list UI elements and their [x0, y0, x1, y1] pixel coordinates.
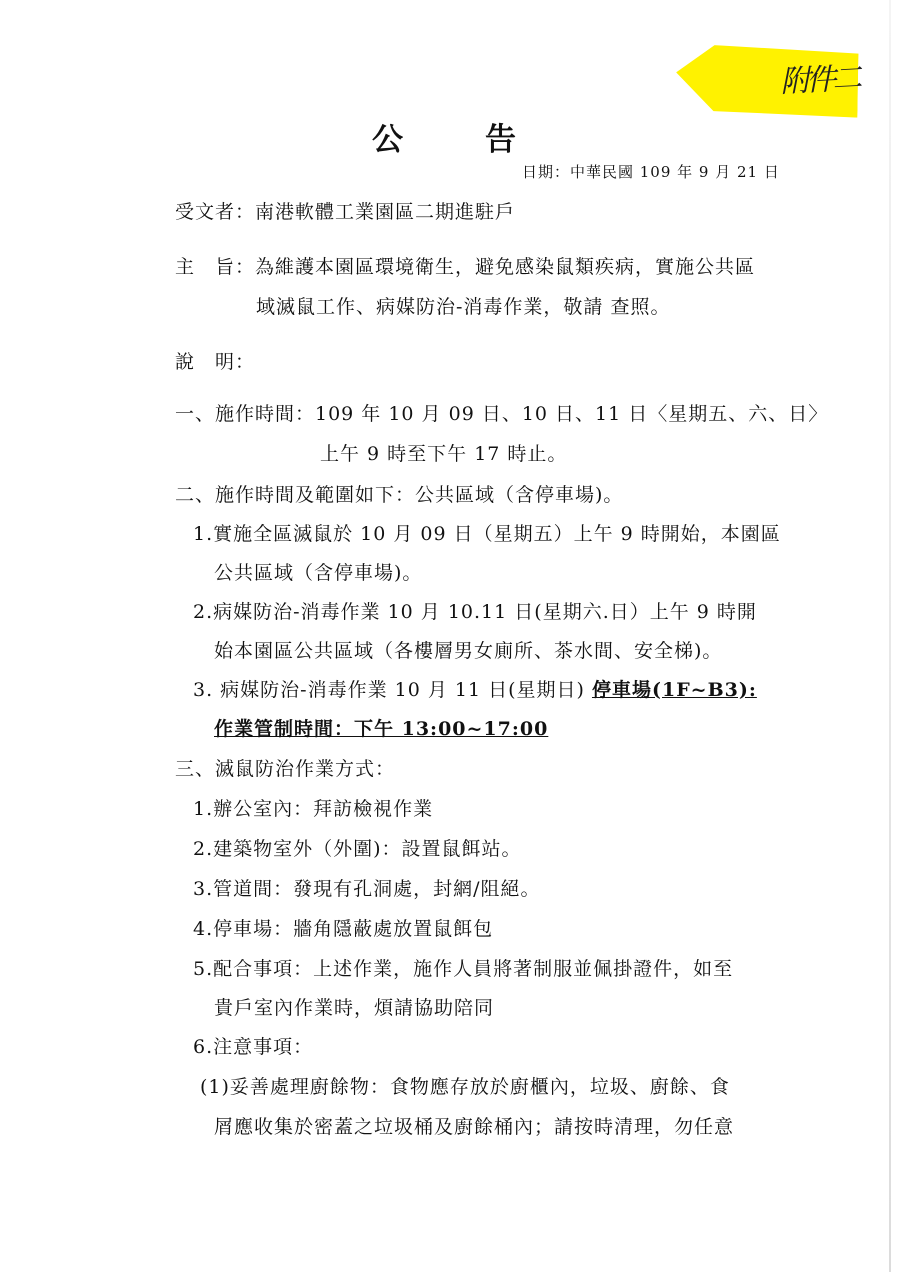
section3-sub1-line-2: 屑應收集於密蓋之垃圾桶及廚餘桶內；請按時清理，勿任意 — [214, 1116, 735, 1138]
sticky-tab-label — [675, 44, 858, 117]
section3-item2: 2.建築物室外（外圍)：設置鼠餌站。 — [193, 838, 522, 860]
section3-item5-line-1: 5.配合事項：上述作業，施作人員將著制服並佩掛證件，如至 — [193, 958, 734, 980]
explanation-label: 說 明： — [175, 351, 256, 373]
section3-item3: 3.管道間：發現有孔洞處，封網/阻絕。 — [193, 878, 541, 900]
section1-line-2: 上午 9 時至下午 17 時止。 — [320, 443, 568, 465]
section2-item1-line-1: 1.實施全區滅鼠於 10 月 09 日（星期五）上午 9 時開始，本園區 — [193, 523, 781, 545]
section2-item3-parking: 停車場(1F~B3): — [591, 679, 757, 701]
subject-line-1: 主 旨：為維護本園區環境衛生，避免感染鼠類疾病，實施公共區 — [175, 256, 756, 278]
section3-item5-line-2: 貴戶室內作業時，煩請協助陪同 — [214, 997, 495, 1019]
section2-item2-line-2: 始本園區公共區域（各樓層男女廁所、茶水間、安全梯)。 — [214, 640, 723, 662]
page-title: 公告 — [372, 122, 598, 158]
section2-item2-line-1: 2.病媒防治-消毒作業 10 月 10.11 日(星期六.日）上午 9 時開 — [193, 601, 757, 623]
subject-line-2: 域滅鼠工作、病媒防治-消毒作業，敬請 查照。 — [256, 296, 671, 318]
section3-item4: 4.停車場：牆角隱蔽處放置鼠餌包 — [193, 918, 494, 940]
section2-item3-prefix: 3. 病媒防治-消毒作業 10 月 11 日(星期日) — [193, 679, 585, 701]
announcement-date: 日期：中華民國 109 年 9 月 21 日 — [522, 163, 780, 181]
section3-sub1-line-1: (1)妥善處理廚餘物：食物應存放於廚櫃內，垃圾、廚餘、食 — [200, 1076, 730, 1098]
section2-item3-line-1 — [193, 678, 757, 702]
section2-item1-line-2: 公共區域（含停車場)。 — [214, 562, 423, 584]
section3-item1: 1.辦公室內：拜訪檢視作業 — [193, 798, 434, 820]
page-edge — [889, 0, 891, 1272]
attachment-label: 附件二 — [779, 60, 860, 100]
recipient-line: 受文者：南港軟體工業園區二期進駐戶 — [175, 201, 516, 223]
section2-heading: 二、施作時間及範圍如下：公共區域（含停車場)。 — [175, 484, 624, 506]
section2-item3-control-time: 作業管制時間：下午 13:00~17:00 — [214, 718, 549, 740]
section3-heading: 三、滅鼠防治作業方式： — [175, 758, 396, 780]
section3-item6: 6.注意事項： — [193, 1036, 314, 1058]
section1-line-1: 一、施作時間：109 年 10 月 09 日、10 日、11 日〈星期五、六、日〉 — [175, 403, 829, 425]
